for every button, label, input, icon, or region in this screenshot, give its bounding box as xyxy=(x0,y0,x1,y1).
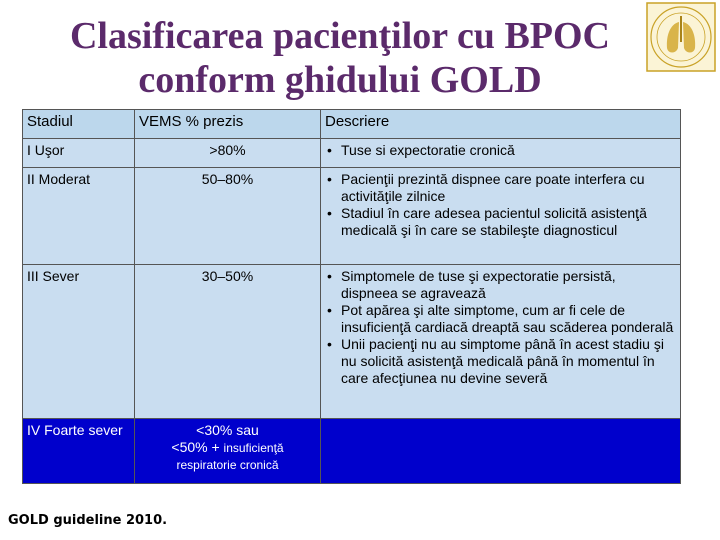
table-row xyxy=(23,265,681,419)
stage-cell: IV Foarte sever xyxy=(23,419,135,484)
description-bullet: • Pot apărea şi alte simptome, cum ar fi cele de insuficienţă cardiacă dreaptă sau scăderea ponderală xyxy=(341,302,676,336)
fev-cell: >80% xyxy=(135,139,321,168)
description-cell xyxy=(321,168,681,265)
table-row xyxy=(23,168,681,265)
gold-lungs-logo-icon xyxy=(646,2,716,72)
description-cell xyxy=(321,265,681,419)
header-fev: VEMS % prezis xyxy=(135,110,321,139)
description-bullet: • Unii pacienţi nu au simptome până în acest stadiu şi nu solicită asistenţă medicală până în momentul în care afecţiunea nu devine severă xyxy=(341,336,676,387)
fev-line-2a: <50% + xyxy=(171,439,224,455)
header-stage: Stadiul xyxy=(23,110,135,139)
slide-title xyxy=(0,14,680,102)
fev-line-2 xyxy=(139,439,316,457)
table-row xyxy=(23,139,681,168)
fev-cell: 30–50% xyxy=(135,265,321,419)
table-row xyxy=(23,419,681,484)
fev-line-2b: insuficienţă xyxy=(223,441,284,455)
description-bullet: • Pacienţii prezintă dispnee care poate interfera cu activităţile zilnice xyxy=(341,171,676,205)
source-citation: GOLD guideline 2010. xyxy=(8,513,168,528)
table-header-row xyxy=(23,110,681,139)
fev-line-1: <30% sau xyxy=(196,422,259,438)
title-line-2: conform ghidului GOLD xyxy=(138,59,542,101)
gold-stages-table xyxy=(22,109,681,484)
description-bullet: • Stadiul în care adesea pacientul solicită asistenţă medicală şi în care se stabileşte diagnosticul xyxy=(341,205,676,239)
description-bullet: • Tuse si expectoratie cronică xyxy=(341,142,676,159)
stage-cell: II Moderat xyxy=(23,168,135,265)
description-cell xyxy=(321,419,681,484)
fev-cell: 50–80% xyxy=(135,168,321,265)
description-bullet: • Simptomele de tuse şi expectoratie persistă, dispneea se agravează xyxy=(341,268,676,302)
stage-cell: I Uşor xyxy=(23,139,135,168)
description-cell xyxy=(321,139,681,168)
header-description: Descriere xyxy=(321,110,681,139)
stage-cell: III Sever xyxy=(23,265,135,419)
title-line-1: Clasificarea pacienţilor cu BPOC xyxy=(69,15,611,57)
fev-cell xyxy=(135,419,321,484)
fev-line-3: respiratorie cronică xyxy=(176,458,279,472)
